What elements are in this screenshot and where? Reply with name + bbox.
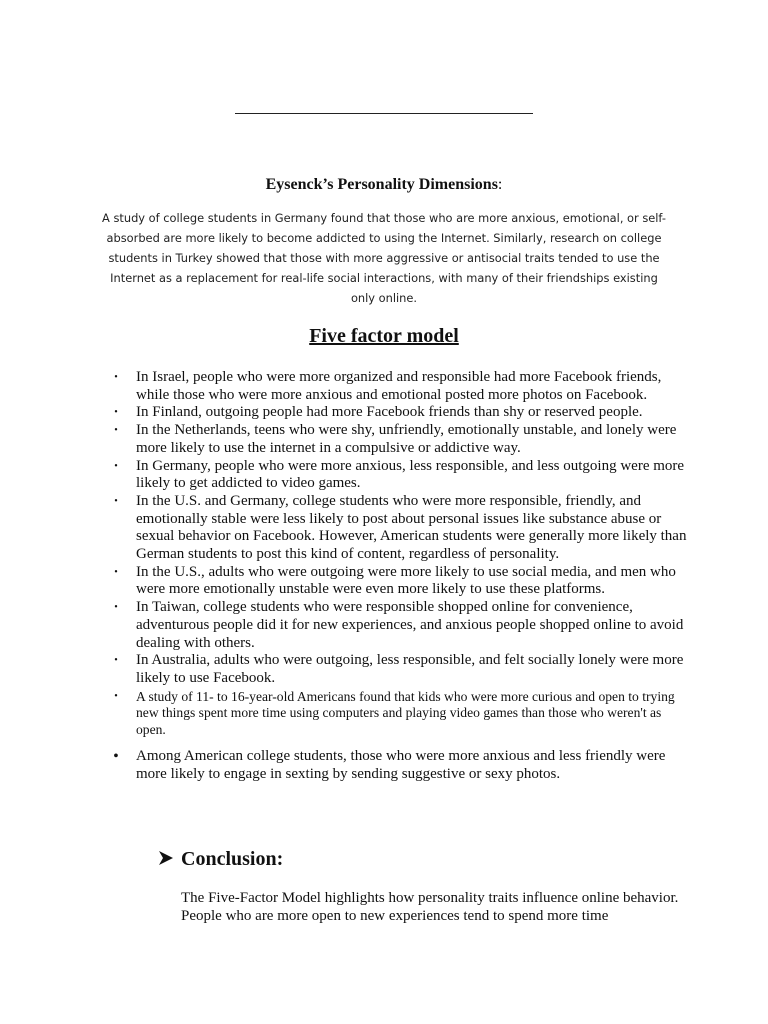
arrow-bullet-icon <box>157 849 175 867</box>
conclusion-paragraph: The Five-Factor Model highlights how personality traits influence online behavior. People who are more open to new experiences tend to spend more time <box>181 890 679 924</box>
list-item <box>110 422 690 457</box>
bullet-icon: • <box>114 495 118 507</box>
list-item <box>110 748 690 783</box>
eysenck-paragraph: A study of college students in Germany found that those who are more anxious, emotional, or self-absorbed are more likely to become addicted to using the Internet. Similarly, research on college students in Turkey showed that those with more aggressive or antisocial traits tended to use the Internet as a replacement for real-life social interactions, with many of their friendships existing only online. <box>102 211 666 305</box>
bullet-icon: • <box>114 425 118 437</box>
five-factor-list <box>110 369 690 784</box>
eysenck-heading-colon: : <box>497 176 503 193</box>
list-item <box>110 652 690 687</box>
list-item-text: In the Netherlands, teens who were shy, unfriendly, emotionally unstable, and lonely were more likely to use the internet in a compulsive or addictive way. <box>136 422 677 456</box>
list-item <box>110 369 690 404</box>
list-item-text: In Australia, adults who were outgoing, less responsible, and felt socially lonely were more likely to use Facebook. <box>136 652 684 686</box>
horizontal-rule <box>235 113 533 114</box>
list-item <box>110 404 690 422</box>
bullet-icon: • <box>114 407 118 419</box>
list-item-text: In the U.S. and Germany, college students who were more responsible, friendly, and emotionally stable were less likely to post about personal issues like substance abuse or sexual behavior on Facebook. However, American students were generally more likely than German students to post this kind of content, regardless of personality. <box>136 492 687 563</box>
list-item <box>110 599 690 652</box>
list-item-text: In Germany, people who were more anxious, less responsible, and less outgoing were more likely to get addicted to video games. <box>136 457 685 492</box>
list-item-text: In the U.S., adults who were outgoing were more likely to use social media, and men who were more emotionally unstable were even more likely to use these platforms. <box>136 563 676 598</box>
list-item-text: In Israel, people who were more organized and responsible had more Facebook friends, while those who were more anxious and emotional posted more photos on Facebook. <box>136 369 662 403</box>
list-item <box>110 493 690 564</box>
bullet-icon: • <box>113 749 119 765</box>
list-item-text: In Finland, outgoing people had more Facebook friends than shy or reserved people. <box>136 404 643 421</box>
list-item <box>110 564 690 599</box>
list-item-text: In Taiwan, college students who were responsible shopped online for convenience, adventurous people did it for new experiences, and anxious people shopped online to avoid dealing with others. <box>136 599 684 651</box>
eysenck-heading-text: Eysenck’s Personality Dimensions <box>265 176 498 193</box>
bullet-icon: • <box>114 690 118 702</box>
conclusion-heading <box>157 847 283 871</box>
bullet-icon: • <box>114 602 118 614</box>
bullet-icon: • <box>114 655 118 667</box>
list-item <box>110 458 690 493</box>
list-item <box>110 689 690 739</box>
five-factor-heading: Five factor model <box>309 325 459 347</box>
list-item-text: A study of 11- to 16-year-old Americans found that kids who were more curious and open to trying new things spent more time using computers and playing video games than those who weren't as open. <box>136 688 675 737</box>
list-item-text: Among American college students, those who were more anxious and less friendly were more likely to engage in sexting by sending suggestive or sexy photos. <box>136 748 666 782</box>
eysenck-heading <box>0 175 768 195</box>
conclusion-heading-text: Conclusion: <box>181 848 284 870</box>
bullet-icon: • <box>114 566 118 578</box>
bullet-icon: • <box>114 460 118 472</box>
bullet-icon: • <box>114 372 118 383</box>
